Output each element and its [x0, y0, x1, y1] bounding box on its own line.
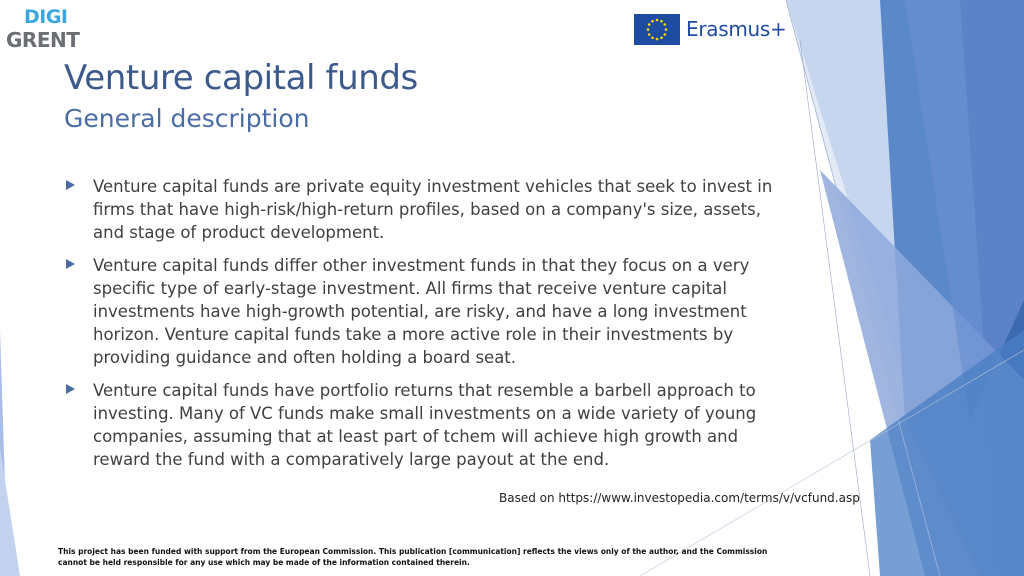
source-citation: Based on https://www.investopedia.com/terms/v/vcfund.asp: [499, 491, 860, 505]
bullet-arrow-icon: [66, 384, 75, 394]
erasmus-logo: [634, 12, 786, 46]
slide-subtitle: General description: [64, 104, 310, 133]
erasmus-logo-text: Erasmus+: [686, 17, 787, 41]
bullet-text: Venture capital funds differ other investment funds in that they focus on a very specific type of early-stage investment. All firms that receive venture capital investments have high-growth potential, are risky, and have a long investment horizon. Venture capital funds take a more active role in their investments by providing guidance and often holding a board seat.: [93, 256, 750, 367]
bullet-item: [64, 254, 776, 369]
funding-disclaimer: This project has been funded with support from the European Commission. This publication [communication] reflects the views only of the author, and the Commission cannot be held responsible for any use which may be made of the information contained therein.: [58, 547, 768, 567]
digigrent-logo-line2: GRENT: [6, 28, 80, 52]
eu-flag-icon: [634, 14, 680, 45]
bullet-text: Venture capital funds have portfolio returns that resemble a barbell approach to investing. Many of VC funds make small investments on a wide variety of young companies, assuming that at least part of tchem will achieve high growth and reward the fund with a comparatively large payout at the end.: [93, 381, 757, 469]
bullet-list: [64, 175, 776, 481]
bullet-arrow-icon: [66, 259, 75, 269]
digigrent-logo-line1: DIGI: [24, 6, 68, 28]
digigrent-logo: [6, 8, 84, 52]
bullet-item: [64, 175, 776, 244]
bullet-arrow-icon: [66, 180, 75, 190]
bullet-item: [64, 379, 776, 471]
bullet-text: Venture capital funds are private equity investment vehicles that seek to invest in firms that have high-risk/high-return profiles, based on a company's size, assets, and stage of product development.: [93, 177, 773, 242]
slide-title: Venture capital funds: [64, 58, 418, 98]
